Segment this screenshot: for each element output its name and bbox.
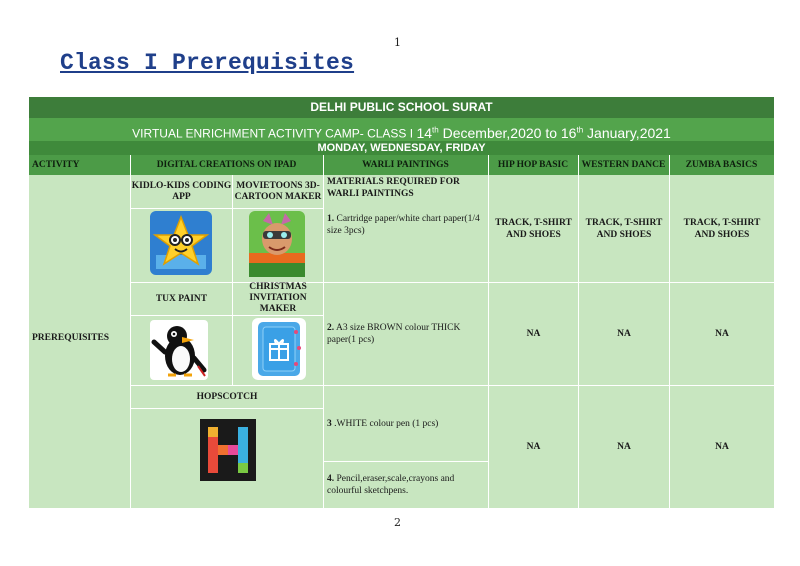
warli-heading: MATERIALS REQUIRED FOR WARLI PAINTINGS xyxy=(327,177,460,199)
camp-prefix: VIRTUAL ENRICHMENT ACTIVITY CAMP- CLASS I xyxy=(132,126,414,141)
western-dance-row-1: TRACK, T-SHIRT AND SHOES xyxy=(585,218,663,240)
hip-hop-row-3: NA xyxy=(526,442,541,452)
warli-item-2-num: 2. xyxy=(327,323,335,333)
grid-line xyxy=(130,408,323,409)
hopscotch-h-icon xyxy=(200,419,256,481)
christmas-gift-icon xyxy=(252,318,306,380)
school-name-banner: DELHI PUBLIC SCHOOL SURAT xyxy=(29,97,774,118)
header-digital-creations: DIGITAL CREATIONS ON IPAD xyxy=(130,155,323,175)
camp-end-sup: th xyxy=(576,125,584,134)
camp-end-rest: January,2021 xyxy=(583,124,671,141)
days-banner: MONDAY, WEDNESDAY, FRIDAY xyxy=(29,141,774,155)
warli-item-3-num: 3 xyxy=(327,419,332,429)
camp-start-rest: December,2020 to xyxy=(438,124,561,141)
warli-item-1 xyxy=(327,213,485,237)
warli-item-4-text: Pencil,eraser,scale,crayons and colourful sketchpens. xyxy=(327,474,455,496)
warli-item-1-num: 1. xyxy=(327,214,335,224)
warli-item-1-text: Cartridge paper/white chart paper(1/4 size 3pcs) xyxy=(327,214,480,236)
hip-hop-row-2: NA xyxy=(526,329,541,339)
camp-end-day: 16 xyxy=(560,124,577,141)
warli-item-4-num: 4. xyxy=(327,474,335,484)
grid-line xyxy=(130,208,323,209)
row-label-prerequisites: PREREQUISITES xyxy=(32,333,110,343)
header-zumba: ZUMBA BASICS xyxy=(669,155,774,175)
warli-item-4 xyxy=(327,473,485,497)
grid-line xyxy=(323,155,324,508)
grid-line xyxy=(323,461,488,462)
hip-hop-row-1: TRACK, T-SHIRT AND SHOES xyxy=(495,218,572,240)
page-title: Class I Prerequisites xyxy=(60,50,355,76)
page-number-top: 1 xyxy=(394,36,401,49)
app-name-kidlo: KIDLO-KIDS CODING APP xyxy=(131,180,232,202)
warli-item-3-text: .WHITE colour pen (1 pcs) xyxy=(331,419,439,429)
header-western-dance: WESTERN DANCE xyxy=(578,155,669,175)
camp-start-day: 14 xyxy=(416,124,433,141)
grid-line xyxy=(130,315,323,316)
western-dance-row-3: NA xyxy=(617,442,631,452)
header-hip-hop: HIP HOP BASIC xyxy=(488,155,578,175)
app-name-hopscotch: HOPSCOTCH xyxy=(196,392,258,402)
movietoons-cartoon-icon xyxy=(249,211,305,277)
app-name-movietoons: MOVIETOONS 3D-CARTOON MAKER xyxy=(234,180,322,202)
header-warli: WARLI PAINTINGS xyxy=(323,155,488,175)
page-number-bottom: 2 xyxy=(394,516,401,529)
app-name-christmas: CHRISTMAS INVITATION MAKER xyxy=(249,282,307,314)
camp-start-sup: th xyxy=(432,125,439,134)
zumba-row-3: NA xyxy=(715,442,729,452)
warli-item-3 xyxy=(327,418,485,430)
warli-item-2-text: A3 size BROWN colour THICK paper(1 pcs) xyxy=(327,323,461,345)
camp-banner xyxy=(29,118,774,141)
kidlo-star-icon xyxy=(150,211,212,275)
warli-item-2 xyxy=(327,322,485,346)
app-name-tux-paint: TUX PAINT xyxy=(155,293,208,304)
zumba-row-1: TRACK, T-SHIRT AND SHOES xyxy=(683,218,761,240)
western-dance-row-2: NA xyxy=(617,329,631,339)
header-activity: ACTIVITY xyxy=(29,155,130,175)
tux-paint-penguin-icon xyxy=(150,320,208,380)
zumba-row-2: NA xyxy=(715,329,729,339)
